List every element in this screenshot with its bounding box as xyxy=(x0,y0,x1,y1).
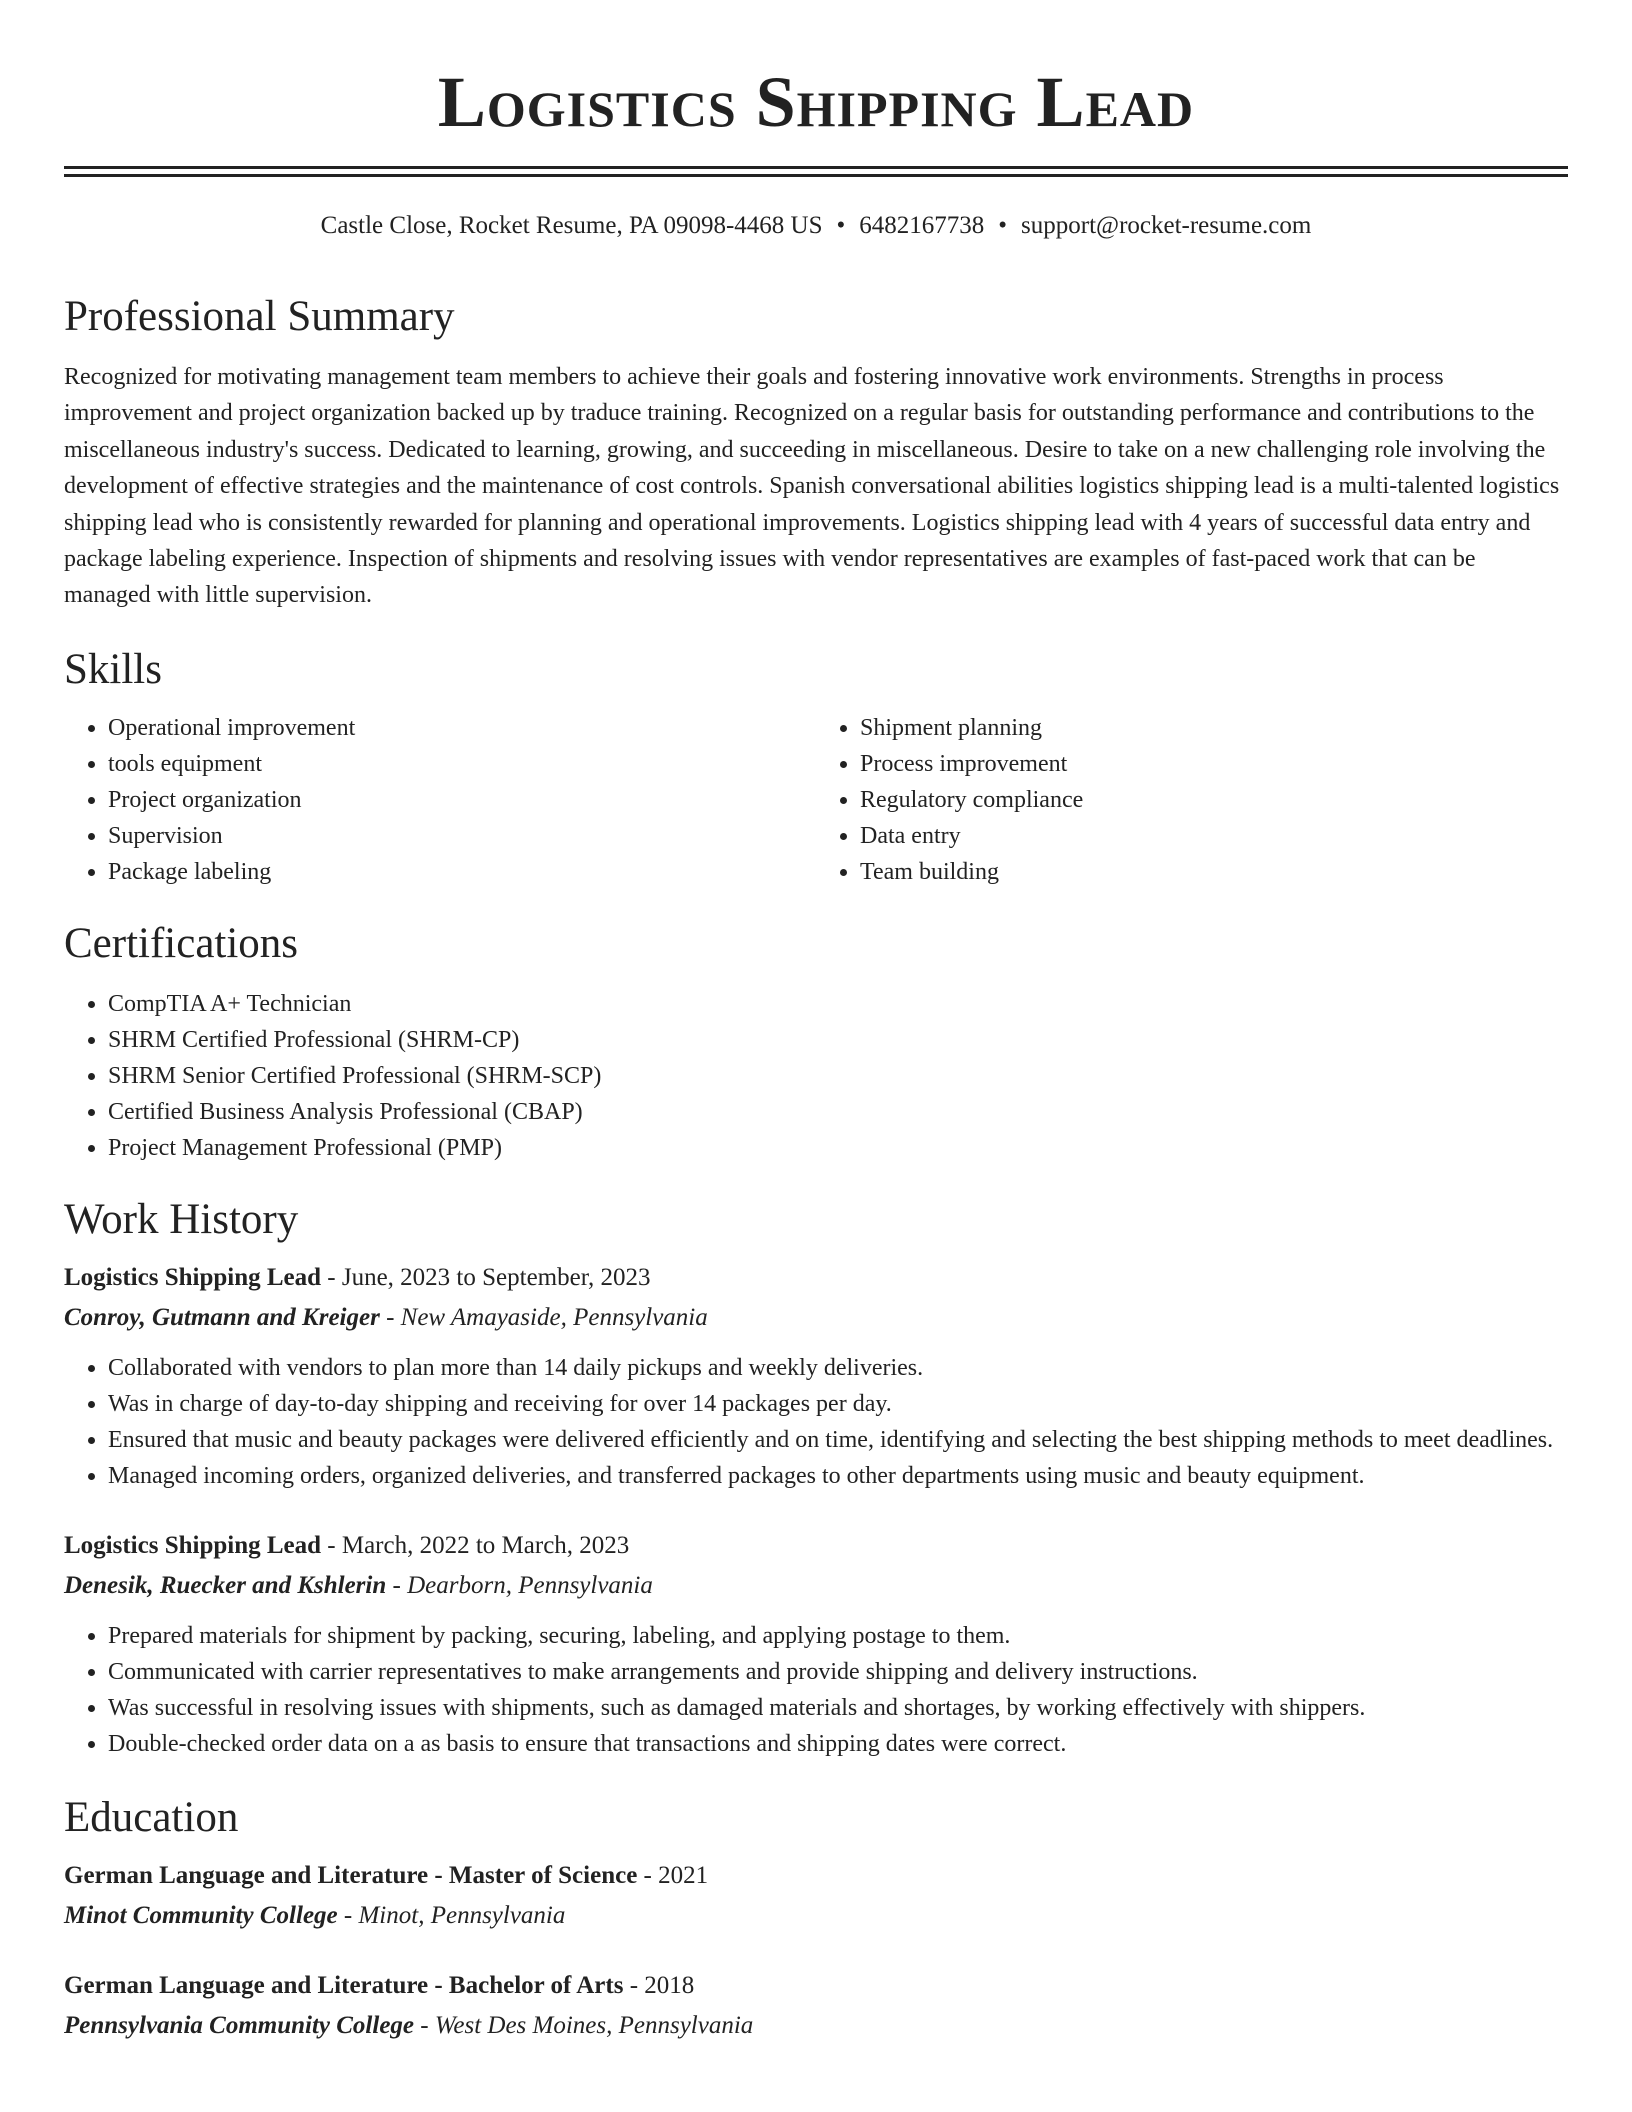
job-bullet: • Communicated with carrier representatives to make arrangements and provide shipping and delivery instructions. xyxy=(108,1654,1568,1690)
job-bullet: • Managed incoming orders, organized deliveries, and transferred packages to other departments using music and beauty equipment. xyxy=(108,1458,1568,1494)
skill-item: • Team building xyxy=(860,854,1568,890)
bullet-separator: • xyxy=(836,212,846,239)
education-entry xyxy=(64,1858,1568,1934)
job-location: - Dearborn, Pennsylvania xyxy=(386,1571,653,1599)
contact-email: support@rocket-resume.com xyxy=(1021,212,1312,239)
job-entry xyxy=(64,1260,1568,1494)
skill-item: • Process improvement xyxy=(860,746,1568,782)
certification-item: • Project Management Professional (PMP) xyxy=(108,1130,1568,1166)
job-bullet: • Double-checked order data on a as basis to ensure that transactions and shipping dates were correct. xyxy=(108,1726,1568,1762)
education-location: - Minot, Pennsylvania xyxy=(337,1901,566,1929)
certification-item: • SHRM Senior Certified Professional (SHRM-SCP) xyxy=(108,1058,1568,1094)
skill-item: • tools equipment xyxy=(108,746,816,782)
job-bullet-list xyxy=(64,1350,1568,1494)
job-bullet-list xyxy=(64,1618,1568,1762)
skills-list-left xyxy=(64,710,816,890)
education-school-line xyxy=(64,2008,1568,2044)
education-school: Minot Community College xyxy=(64,1901,338,1929)
job-dates: - June, 2023 to September, 2023 xyxy=(321,1263,651,1291)
job-title-line xyxy=(64,1260,1568,1296)
job-company: Denesik, Ruecker and Kshlerin xyxy=(64,1571,387,1599)
education-school: Pennsylvania Community College xyxy=(64,2011,415,2039)
title-double-rule xyxy=(64,166,1568,177)
job-company-line xyxy=(64,1300,1568,1336)
bullet-separator: • xyxy=(998,212,1008,239)
education-degree: German Language and Literature - Master of Science xyxy=(64,1861,638,1889)
education-year: - 2021 xyxy=(637,1861,709,1889)
job-location: - New Amayaside, Pennsylvania xyxy=(379,1303,708,1331)
education-degree-line xyxy=(64,1968,1568,2004)
contact-line xyxy=(64,209,1568,243)
resume-title: Logistics Shipping Lead xyxy=(437,62,1195,142)
certifications-heading: Certifications xyxy=(64,919,299,967)
job-title: Logistics Shipping Lead xyxy=(64,1263,322,1291)
summary-text: Recognized for motivating management team members to achieve their goals and fostering innovative work environments. Strengths in process improvement and project organization backed up by traduce training. Recognized on a regular basis for outstanding performance and contributions to the miscellaneous industry's success. Dedicated to learning, growing, and succeeding in miscellaneous. Desire to take on a new challenging role involving the development of effective strategies and the maintenance of cost controls. Spanish conversational abilities logistics shipping lead is a multi-talented logistics shipping lead who is consistently rewarded for planning and operational improvements. Logistics shipping lead with 4 years of successful data entry and package labeling experience. Inspection of shipments and resolving issues with vendor representatives are examples of fast-paced work that can be managed with little supervision. xyxy=(64,364,1560,609)
skill-item: • Operational improvement xyxy=(108,710,816,746)
certification-item: • Certified Business Analysis Professional (CBAP) xyxy=(108,1094,1568,1130)
job-company-line xyxy=(64,1568,1568,1604)
skill-item: • Regulatory compliance xyxy=(860,782,1568,818)
job-bullet: • Ensured that music and beauty packages were delivered efficiently and on time, identifying and selecting the best shipping methods to meet deadlines. xyxy=(108,1422,1568,1458)
skills-list-right xyxy=(816,710,1568,890)
skill-item: • Shipment planning xyxy=(860,710,1568,746)
contact-address: Castle Close, Rocket Resume, PA 09098-4468 US xyxy=(320,212,823,239)
skills-columns xyxy=(64,710,1568,890)
certification-item: • SHRM Certified Professional (SHRM-CP) xyxy=(108,1022,1568,1058)
certifications-list xyxy=(64,986,1568,1166)
job-bullet: • Prepared materials for shipment by packing, securing, labeling, and applying postage to them. xyxy=(108,1618,1568,1654)
contact-phone: 6482167738 xyxy=(859,212,985,239)
work-history-heading: Work History xyxy=(64,1195,299,1243)
education-year: - 2018 xyxy=(623,1971,695,1999)
certification-item: • CompTIA A+ Technician xyxy=(108,986,1568,1022)
skills-heading: Skills xyxy=(64,645,162,693)
education-location: - West Des Moines, Pennsylvania xyxy=(414,2011,754,2039)
job-bullet: • Was in charge of day-to-day shipping and receiving for over 14 packages per day. xyxy=(108,1386,1568,1422)
skill-item: • Supervision xyxy=(108,818,816,854)
job-company: Conroy, Gutmann and Kreiger xyxy=(64,1303,380,1331)
job-dates: - March, 2022 to March, 2023 xyxy=(321,1531,630,1559)
education-entry xyxy=(64,1968,1568,2044)
job-title: Logistics Shipping Lead xyxy=(64,1531,322,1559)
summary-heading: Professional Summary xyxy=(64,293,455,340)
education-school-line xyxy=(64,1898,1568,1934)
skill-item: • Data entry xyxy=(860,818,1568,854)
job-entry xyxy=(64,1528,1568,1762)
education-degree: German Language and Literature - Bachelor of Arts xyxy=(64,1971,624,1999)
job-bullet: • Was successful in resolving issues with shipments, such as damaged materials and shortages, by working effectively with shippers. xyxy=(108,1690,1568,1726)
job-title-line xyxy=(64,1528,1568,1564)
skill-item: • Project organization xyxy=(108,782,816,818)
education-heading: Education xyxy=(64,1793,239,1841)
job-bullet: • Collaborated with vendors to plan more than 14 daily pickups and weekly deliveries. xyxy=(108,1350,1568,1386)
education-degree-line xyxy=(64,1858,1568,1894)
skill-item: • Package labeling xyxy=(108,854,816,890)
